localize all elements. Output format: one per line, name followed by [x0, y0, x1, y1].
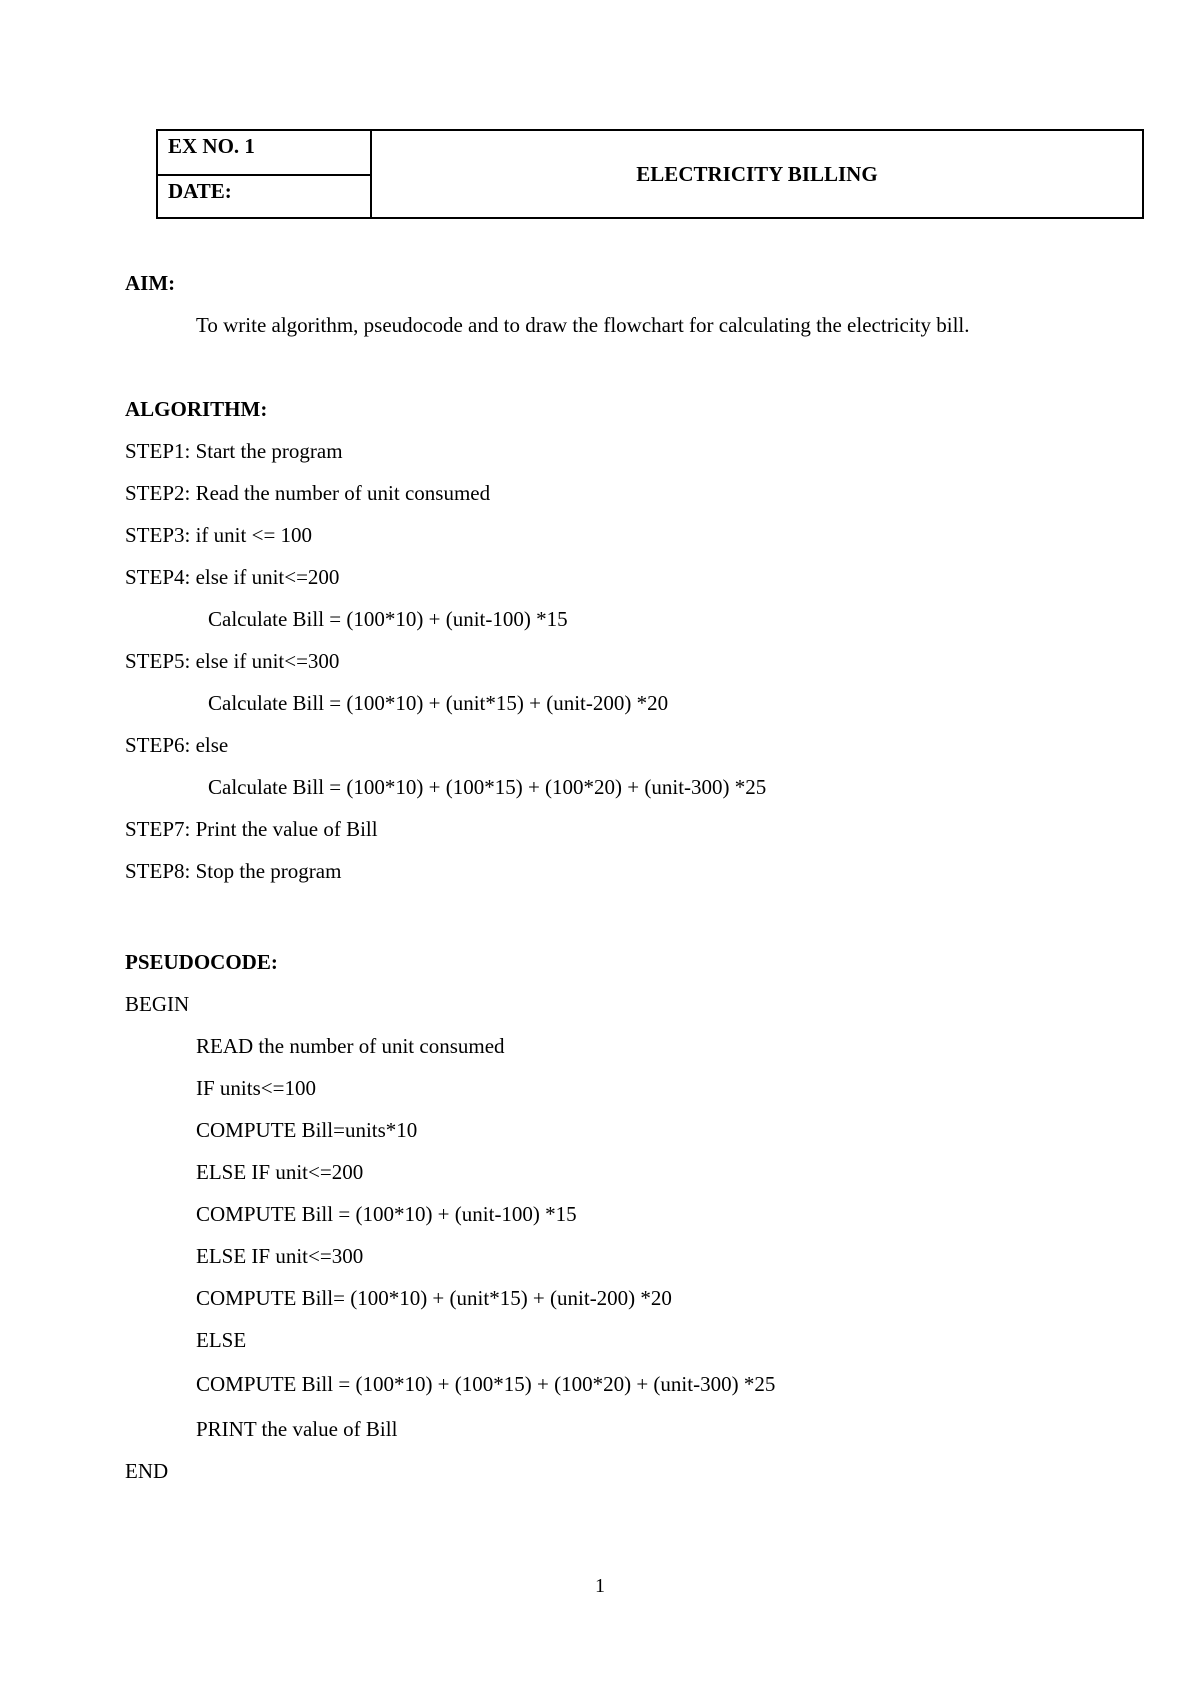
pseudocode-line: ELSE	[196, 1328, 247, 1352]
ex-no-cell: EX NO. 1	[158, 131, 370, 176]
pseudocode-heading: PSEUDOCODE:	[125, 950, 278, 974]
pseudocode-line: ELSE IF unit<=200	[196, 1160, 364, 1184]
algorithm-step: STEP2: Read the number of unit consumed	[125, 481, 491, 505]
page-number: 1	[595, 1575, 605, 1597]
pseudocode-line: COMPUTE Bill = (100*10) + (unit-100) *15	[196, 1202, 577, 1226]
algorithm-step: STEP1: Start the program	[125, 439, 343, 463]
pseudocode-line: COMPUTE Bill=units*10	[196, 1118, 418, 1142]
algorithm-heading: ALGORITHM:	[125, 397, 268, 421]
pseudocode-begin: BEGIN	[125, 992, 190, 1016]
pseudocode-line: IF units<=100	[196, 1076, 316, 1100]
aim-text: To write algorithm, pseudocode and to draw the flowchart for calculating the electricity bill.	[196, 313, 970, 337]
algorithm-step: STEP7: Print the value of Bill	[125, 817, 378, 841]
algorithm-calc: Calculate Bill = (100*10) + (100*15) + (100*20) + (unit-300) *25	[208, 775, 767, 799]
pseudocode-line: COMPUTE Bill= (100*10) + (unit*15) + (unit-200) *20	[196, 1286, 672, 1310]
pseudocode-line: COMPUTE Bill = (100*10) + (100*15) + (100*20) + (unit-300) *25	[196, 1372, 776, 1396]
aim-heading: AIM:	[125, 271, 176, 295]
pseudocode-line: PRINT the value of Bill	[196, 1417, 398, 1441]
algorithm-step: STEP6: else	[125, 733, 229, 757]
document-title: ELECTRICITY BILLING	[636, 161, 878, 186]
algorithm-step: STEP8: Stop the program	[125, 859, 342, 883]
algorithm-calc: Calculate Bill = (100*10) + (unit*15) + (unit-200) *20	[208, 691, 669, 715]
pseudocode-line: READ the number of unit consumed	[196, 1034, 505, 1058]
algorithm-step: STEP3: if unit <= 100	[125, 523, 313, 547]
date-cell: DATE:	[168, 179, 232, 203]
algorithm-step: STEP4: else if unit<=200	[125, 565, 340, 589]
pseudocode-end: END	[125, 1459, 169, 1483]
algorithm-calc: Calculate Bill = (100*10) + (unit-100) *15	[208, 607, 568, 631]
pseudocode-line: ELSE IF unit<=300	[196, 1244, 364, 1268]
algorithm-step: STEP5: else if unit<=300	[125, 649, 340, 673]
header-left-column	[158, 131, 372, 217]
header-table	[156, 129, 1144, 219]
